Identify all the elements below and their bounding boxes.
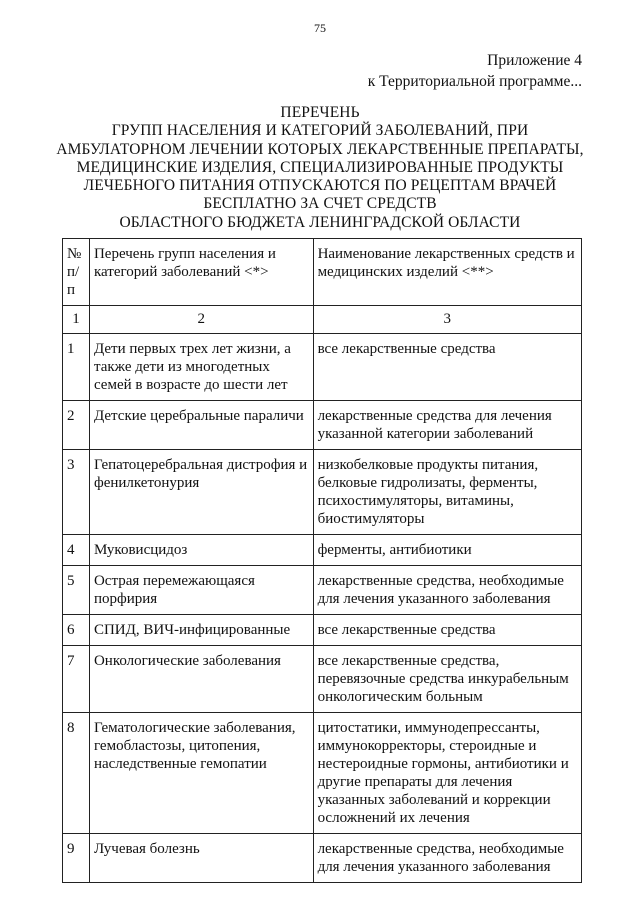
title-line: ЛЕЧЕБНОГО ПИТАНИЯ ОТПУСКАЮТСЯ ПО РЕЦЕПТАМ ВРАЧЕЙ [83,177,557,195]
row-number: 5 [63,566,90,615]
population-group: Острая перемежающаяся порфирия [89,566,313,615]
row-number: 3 [63,450,90,535]
row-number: 1 [63,334,90,401]
population-group: Лучевая болезнь [89,834,313,883]
row-number: 9 [63,834,90,883]
column-number: 1 [63,306,90,334]
population-group: Дети первых трех лет жизни, а также дети из многодетных семей в возрасте до шести лет [89,334,313,401]
table-row [63,646,582,713]
drugs-list: ферменты, антибиотики [313,535,581,566]
table-row [63,615,582,646]
population-group: СПИД, ВИЧ-инфицированные [89,615,313,646]
drugs-list: низкобелковые продукты питания, белковые гидролизаты, ферменты, психостимуляторы, витамины, биостимуляторы [313,450,581,535]
title-line: ПЕРЕЧЕНЬ [280,104,360,121]
title-line: АМБУЛАТОРНОМ ЛЕЧЕНИИ КОТОРЫХ ЛЕКАРСТВЕННЫЕ ПРЕПАРАТЫ, [56,140,584,158]
appendix-label: Приложение 4 [487,52,582,69]
table-row [63,401,582,450]
column-number: 2 [89,306,313,334]
drugs-list: цитостатики, иммунодепрессанты, иммунокорректоры, стероидные и нестероидные гормоны, антибиотики и другие препараты для лечения указанных заболеваний и коррекции осложнений их лечения [313,713,581,834]
row-number: 7 [63,646,90,713]
population-groups-table [62,238,582,883]
title-line: БЕСПЛАТНО ЗА СЧЕТ СРЕДСТВ [203,195,437,213]
document-title [0,104,640,232]
header-drugs: Наименование лекарственных средств и медицинских изделий <**> [313,239,581,306]
column-numbering-row [63,306,582,334]
table-row [63,450,582,535]
table-row [63,566,582,615]
title-line: ГРУПП НАСЕЛЕНИЯ И КАТЕГОРИЙ ЗАБОЛЕВАНИЙ, ПРИ [111,122,529,140]
row-number: 6 [63,615,90,646]
population-group: Детские церебральные параличи [89,401,313,450]
table-row [63,334,582,401]
title-line: МЕДИЦИНСКИЕ ИЗДЕЛИЯ, СПЕЦИАЛИЗИРОВАННЫЕ ПРОДУКТЫ [76,158,564,176]
title-line: ОБЛАСТНОГО БЮДЖЕТА ЛЕНИНГРАДСКОЙ ОБЛАСТИ [119,213,521,231]
header-groups: Перечень групп населения и категорий заболеваний <*> [89,239,313,306]
drugs-list: все лекарственные средства [313,615,581,646]
population-group: Гепатоцеребральная дистрофия и фенилкетонурия [89,450,313,535]
table-row [63,535,582,566]
appendix-program-reference: к Территориальной программе... [367,73,582,90]
drugs-list: все лекарственные средства, перевязочные средства инкурабельным онкологическим больным [313,646,581,713]
drugs-list: лекарственные средства для лечения указанной категории заболеваний [313,401,581,450]
header-number: № п/п [63,239,90,306]
table-row [63,834,582,883]
page-number: 75 [314,21,326,35]
population-group: Муковисцидоз [89,535,313,566]
appendix-reference [242,50,582,92]
column-number: 3 [313,306,581,334]
population-group: Гематологические заболевания, гемобластозы, цитопения, наследственные гемопатии [89,713,313,834]
population-group: Онкологические заболевания [89,646,313,713]
row-number: 2 [63,401,90,450]
table-row [63,713,582,834]
row-number: 8 [63,713,90,834]
drugs-list: лекарственные средства, необходимые для лечения указанного заболевания [313,834,581,883]
table-header-row [63,239,582,306]
drugs-list: все лекарственные средства [313,334,581,401]
row-number: 4 [63,535,90,566]
drugs-list: лекарственные средства, необходимые для лечения указанного заболевания [313,566,581,615]
